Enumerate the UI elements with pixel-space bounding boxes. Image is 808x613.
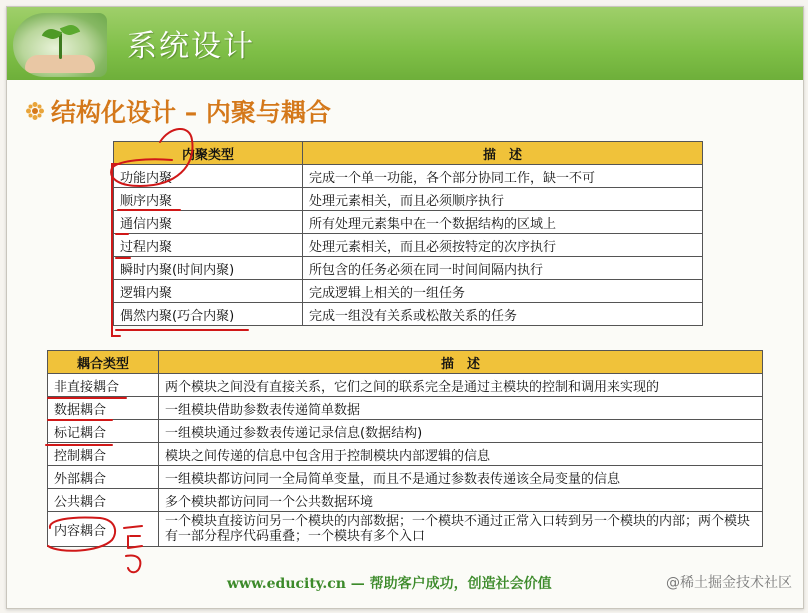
cohesion-type: 顺序内聚 (114, 188, 303, 211)
table-header-row (48, 351, 763, 374)
table-header-row (114, 142, 703, 165)
table-row (48, 443, 763, 466)
coupling-type: 标记耦合 (48, 420, 159, 443)
cohesion-description: 完成一组没有关系或松散关系的任务 (303, 303, 703, 326)
table-row (48, 374, 763, 397)
section-title: 结构化设计 – 内聚与耦合 (51, 98, 331, 127)
table-row (114, 188, 703, 211)
coupling-description: 一个模块直接访问另一个模块的内部数据；一个模块不通过正常入口转到另一个模块的内部；两个模块有一部分程序代码重叠；一个模块有多个入口 (159, 512, 763, 547)
cohesion-type: 逻辑内聚 (114, 280, 303, 303)
table-row (114, 257, 703, 280)
cohesion-type: 过程内聚 (114, 234, 303, 257)
coupling-description: 一组模块通过参数表传递记录信息(数据结构) (159, 420, 763, 443)
coupling-type: 公共耦合 (48, 489, 159, 512)
coupling-type: 数据耦合 (48, 397, 159, 420)
cohesion-type: 功能内聚 (114, 165, 303, 188)
table-row (114, 280, 703, 303)
slide-title: 系统设计 (127, 29, 255, 64)
table-row (114, 165, 703, 188)
column-header: 内聚类型 (114, 142, 303, 165)
coupling-table (47, 350, 763, 547)
cohesion-description: 处理元素相关，而且必须顺序执行 (303, 188, 703, 211)
cohesion-description: 完成一个单一功能，各个部分协同工作，缺一不可 (303, 165, 703, 188)
cohesion-description: 处理元素相关，而且必须按特定的次序执行 (303, 234, 703, 257)
coupling-type: 内容耦合 (48, 512, 159, 547)
coupling-type: 非直接耦合 (48, 374, 159, 397)
cohesion-table (113, 141, 703, 326)
coupling-description: 一组模块都访问同一全局简单变量，而且不是通过参数表传递该全局变量的信息 (159, 466, 763, 489)
flower-bullet-icon (25, 101, 45, 121)
cohesion-description: 完成逻辑上相关的一组任务 (303, 280, 703, 303)
slide-header (7, 7, 803, 80)
table-row (48, 397, 763, 420)
cohesion-description: 所包含的任务必须在同一时间间隔内执行 (303, 257, 703, 280)
table-row (48, 512, 763, 547)
table-row (114, 234, 703, 257)
seedling-hands-image (13, 13, 107, 77)
coupling-description: 模块之间传递的信息中包含用于控制模块内部逻辑的信息 (159, 443, 763, 466)
coupling-description: 两个模块之间没有直接关系，它们之间的联系完全是通过主模块的控制和调用来实现的 (159, 374, 763, 397)
watermark: @稀土掘金技术社区 (666, 575, 792, 591)
cohesion-type: 偶然内聚(巧合内聚) (114, 303, 303, 326)
coupling-description: 一组模块借助参数表传递简单数据 (159, 397, 763, 420)
footer-slogan: www.educity.cn — 帮助客户成功，创造社会价值 (227, 576, 552, 592)
table-row (48, 420, 763, 443)
cohesion-type: 通信内聚 (114, 211, 303, 234)
cohesion-type: 瞬时内聚(时间内聚) (114, 257, 303, 280)
table-row (48, 489, 763, 512)
coupling-type: 外部耦合 (48, 466, 159, 489)
slide (6, 6, 804, 609)
column-header: 描 述 (303, 142, 703, 165)
coupling-description: 多个模块都访问同一个公共数据环境 (159, 489, 763, 512)
coupling-type: 控制耦合 (48, 443, 159, 466)
column-header: 耦合类型 (48, 351, 159, 374)
cohesion-description: 所有处理元素集中在一个数据结构的区域上 (303, 211, 703, 234)
column-header: 描 述 (159, 351, 763, 374)
table-row (114, 211, 703, 234)
table-row (114, 303, 703, 326)
table-row (48, 466, 763, 489)
